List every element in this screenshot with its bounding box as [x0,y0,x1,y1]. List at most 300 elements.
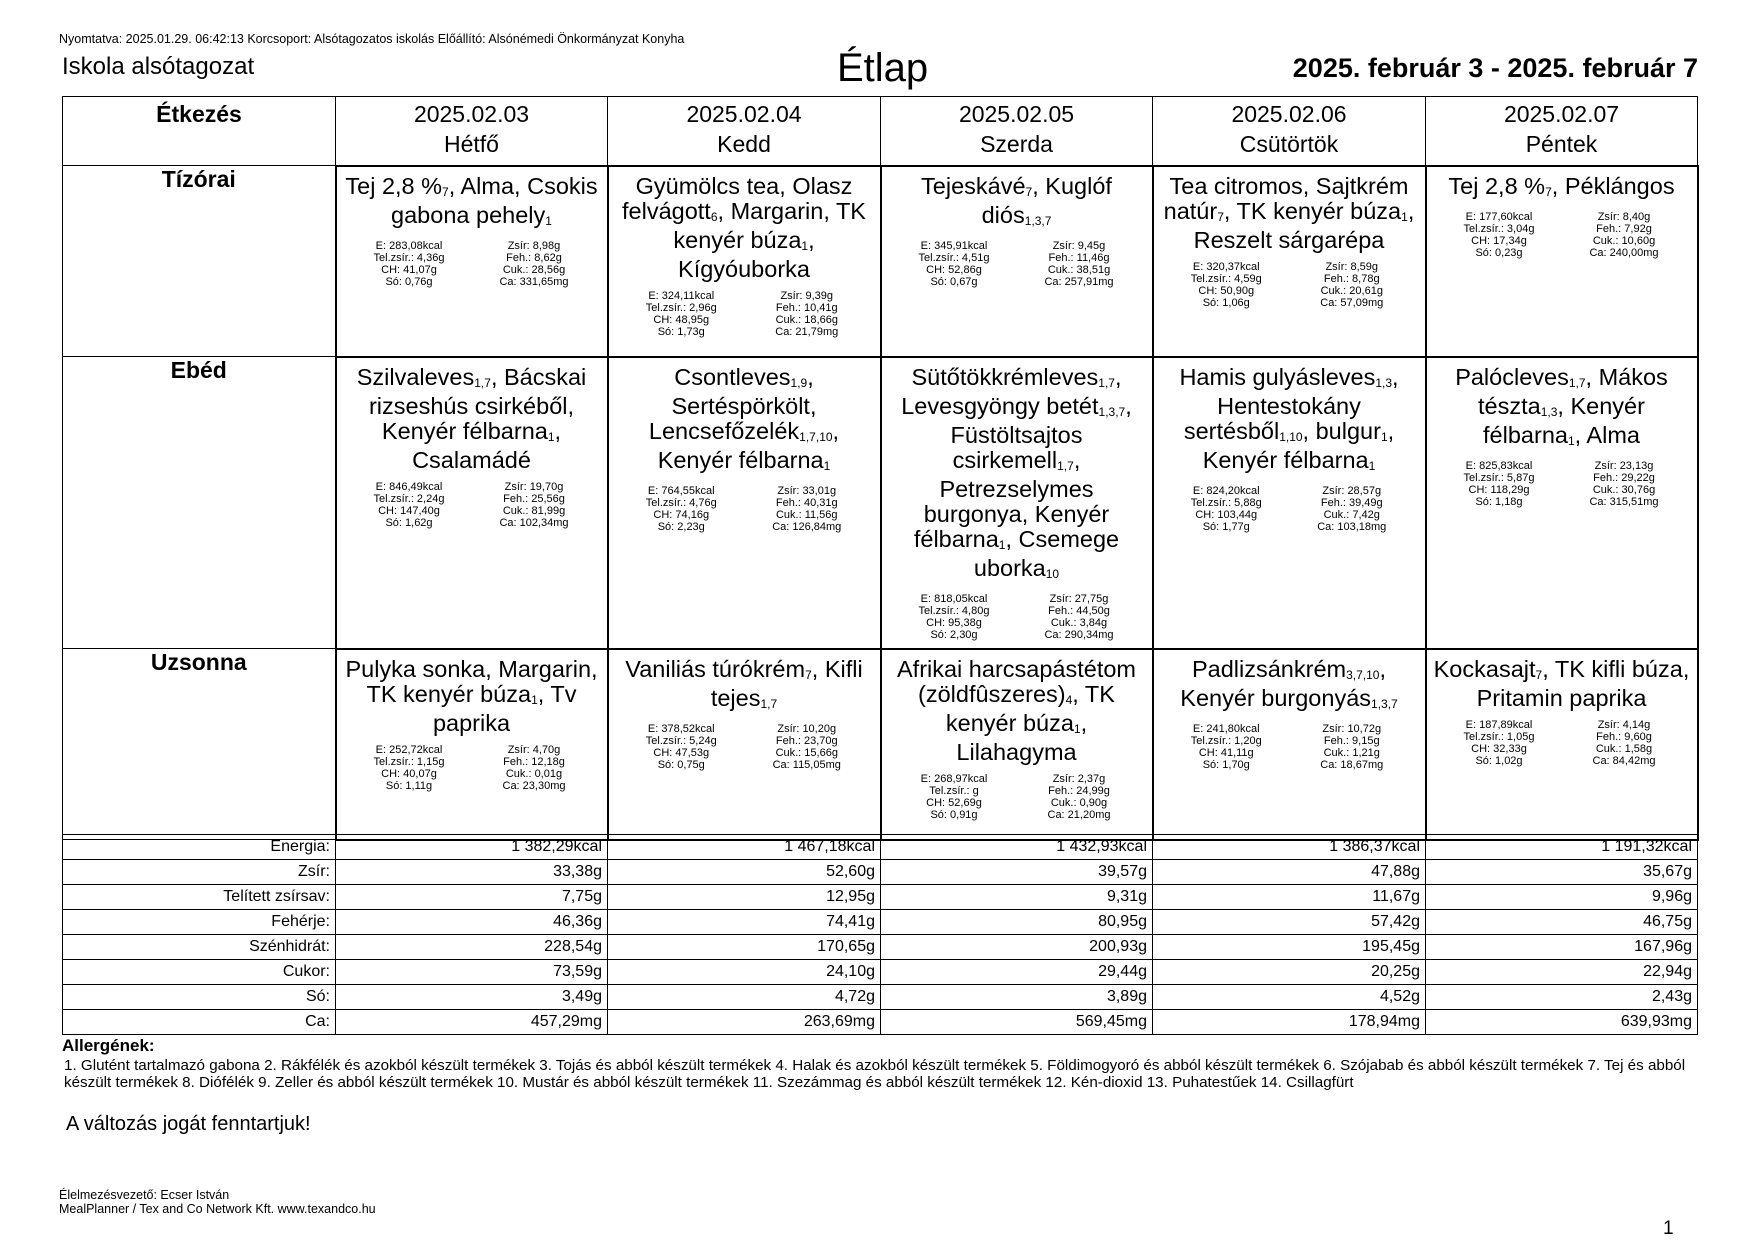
allergen-code: 1 [1567,433,1575,448]
nutrition-value: Tel.zsír.: 2,96g [645,301,717,314]
dish-name: , Reszelt sárgarépa [1193,197,1415,253]
nutrition-value: CH: 103,44g [1195,508,1258,521]
allergen-code: 1 [547,429,555,444]
dish-name: , Kenyér félbarna [1202,417,1395,473]
nutrition-info [609,290,880,338]
total-value: 2,43g [1426,985,1698,1010]
dish-name: , Alma, Csokis gabona pehely [391,172,598,228]
dish-text [1427,167,1697,203]
nutrition-info [1427,211,1697,259]
total-row [63,985,1698,1010]
allergen-code: 1,3,7 [1024,213,1052,228]
nutrition-value: Zsír: 19,70g [504,480,564,493]
nutrition-value: Feh.: 40,31g [775,496,838,509]
day-name: Hétfő [444,131,499,157]
nutrition-value: CH: 41,11g [1198,746,1254,759]
nutrition-value: E: 177,60kcal [1465,210,1533,223]
nutrition-value: Só: 1,70g [1202,758,1250,771]
nutrition-value: Tel.zsír.: 1,20g [1190,734,1262,747]
nutrition-value: Cuk.: 15,66g [775,746,838,759]
nutrition-value: CH: 147,40g [378,504,440,517]
nutrition-value: Ca: 23,30mg [502,779,566,792]
total-value: 1 386,37kcal [1153,835,1426,860]
allergen-code: 7 [805,667,812,682]
nutrition-value: CH: 48,95g [653,313,710,326]
nutrition-value: CH: 40,07g [381,767,437,780]
total-value: 73,59g [336,960,608,985]
nutrition-value: Feh.: 10,41g [775,301,838,314]
total-value: 228,54g [336,935,608,960]
nutrition-value: Zsír: 9,45g [1052,239,1106,252]
nutrition-value: Feh.: 7,92g [1596,222,1652,235]
change-notice: A változás jogát fenntartjuk! [66,1113,311,1135]
dish-name: , Csalamádé [412,417,562,473]
dish-text [337,650,607,736]
dish-name: , Alma [1574,421,1640,448]
nutrition-value: Feh.: 8,78g [1323,272,1380,285]
nutrition-value: Zsír: 9,39g [780,289,834,302]
total-value: 1 191,32kcal [1426,835,1698,860]
total-label: Telített zsírsav: [63,885,336,910]
dish-name: , TK kenyér búza [1223,197,1402,224]
nutrition-value: Só: 1,02g [1475,754,1523,767]
nutrition-value: Só: 0,76g [385,275,433,288]
nutrition-value: Ca: 102,34mg [499,516,569,529]
nutrition-value: Ca: 331,65mg [499,275,569,288]
nutrition-value: Zsír: 4,14g [1597,718,1651,731]
nutrition-value: CH: 41,07g [381,263,437,276]
nutrition-value: CH: 50,90g [1198,284,1255,297]
dish-text [609,358,880,477]
nutrition-value: E: 378,52kcal [647,722,715,735]
dish-name: , Kuglóf diós [981,172,1112,228]
total-value: 9,96g [1426,885,1698,910]
nutrition-value: Zsír: 10,72g [1322,722,1382,735]
nutrition-info [337,744,607,792]
meal-row [63,166,1698,357]
software-credit: MealPlanner / Tex and Co Network Kft. www.texandco.hu [59,1202,376,1216]
nutrition-value: CH: 32,33g [1471,742,1527,755]
total-value: 35,67g [1426,860,1698,885]
nutrition-value: Feh.: 29,22g [1593,471,1655,484]
catering-manager: Élelmezésvezető: Ecser István [59,1188,230,1202]
allergens-list: 1. Glutént tartalmazó gabona 2. Rákfélék és azokból készült termékek 3. Tojás és abból készült termékek 4. Halak és azokból készült termékek 5. Földimogyoró és abból készült termékek 6. Szójabab és abból készült termékek 7. Tej és abból készült termékek 8. Diófélék 9. Zeller és abból készült termékek 10. Mustár és abból készült termékek 11. Szezámmag és abból készült termékek 12. Kén-dioxid 13. Puhatestűek 14. Csillagfürt [64,1057,1686,1091]
dish-name: , Kenyér burgonyás [1180,655,1387,711]
day-name: Csütörtök [1239,131,1339,157]
dish-name: Palócleves [1455,363,1569,390]
allergen-code: 7 [1545,184,1552,199]
menu-cell [881,357,1153,649]
total-value: 457,29mg [336,1010,608,1035]
nutrition-info [1427,460,1697,508]
dish-text [1427,650,1697,711]
dish-name: , Kenyér félbarna [657,417,840,473]
nutrition-value: Só: 0,67g [930,275,978,288]
day-name: Kedd [717,131,771,157]
allergen-code: 1,3 [1375,375,1393,390]
menu-cell [1153,357,1426,649]
page-title: Étlap [837,46,929,90]
allergen-code: 1,10 [1279,429,1303,444]
day-header [1153,97,1426,166]
nutrition-value: CH: 118,29g [1468,483,1530,496]
nutrition-value: Cuk.: 28,56g [502,263,566,276]
allergen-code: 3,7,10 [1346,667,1380,682]
nutrition-value: Só: 1,73g [657,325,705,338]
nutrition-value: Zsír: 8,59g [1325,260,1379,273]
nutrition-value: E: 764,55kcal [647,484,715,497]
allergen-code: 1,3 [1540,404,1558,419]
dish-name: Tej 2,8 % [345,172,443,199]
dish-name: , Petrezselymes burgonya, Kenyér félbarna [913,446,1110,552]
nutrition-value: Só: 1,18g [1475,495,1523,508]
day-date: 2025.02.04 [686,101,802,127]
nutrition-value: CH: 52,86g [926,263,982,276]
dish-name: Kockasajt [1433,655,1536,682]
menu-cell [608,357,881,649]
total-row [63,860,1698,885]
allergen-code: 1 [1380,429,1388,444]
nutrition-value: Só: 1,62g [385,516,433,529]
menu-cell [1426,166,1698,357]
total-value: 167,96g [1426,935,1698,960]
nutrition-value: CH: 17,34g [1471,234,1527,247]
nutrition-info [609,485,880,533]
total-label: Cukor: [63,960,336,985]
dish-name: , Hentestokány sertésből [1183,363,1399,444]
menu-cell [1153,649,1426,840]
total-value: 569,45mg [881,1010,1153,1035]
total-value: 200,93g [881,935,1153,960]
dish-name: Szilvaleves [356,363,475,390]
nutrition-value: Zsír: 2,37g [1052,772,1106,785]
nutrition-value: Feh.: 24,99g [1048,784,1110,797]
allergens-heading: Allergének: [62,1036,155,1055]
menu-table [62,96,1699,841]
dish-name: , TK kenyér búza [945,680,1115,736]
allergen-code: 1 [545,213,552,228]
dish-text [337,358,607,473]
dish-name: Pulyka sonka, Margarin, TK kenyér búza [345,655,598,707]
nutrition-value: Feh.: 11,46g [1048,251,1110,264]
nutrition-value: Ca: 257,91mg [1044,275,1114,288]
nutrition-value: Feh.: 9,60g [1596,730,1652,743]
total-value: 22,94g [1426,960,1698,985]
nutrition-value: E: 825,83kcal [1465,459,1533,472]
nutrition-info [882,240,1152,288]
total-value: 39,57g [881,860,1153,885]
day-header [336,97,608,166]
dish-name: Padlizsánkrém [1191,655,1347,682]
total-value: 7,75g [336,885,608,910]
nutrition-value: Cuk.: 3,84g [1050,616,1108,629]
nutrition-value: Cuk.: 30,76g [1592,483,1656,496]
dish-name: Tea citromos, Sajtkrém natúr [1163,172,1409,224]
allergen-code: 1,7,10 [799,429,833,444]
total-value: 12,95g [608,885,881,910]
nutrition-value: Tel.zsír.: 4,59g [1190,272,1262,285]
nutrition-value: E: 324,11kcal [648,289,715,302]
nutrition-value: Zsír: 28,57g [1322,484,1382,497]
dish-text [1154,358,1425,477]
day-header [608,97,881,166]
total-value: 263,69mg [608,1010,881,1035]
allergen-code: 1,7 [1057,458,1074,473]
dish-text [1154,167,1425,253]
nutrition-value: Zsír: 10,20g [777,722,837,735]
allergen-code: 7 [1535,667,1543,682]
allergen-code: 1,3,7 [1371,696,1398,711]
nutrition-value: Feh.: 23,70g [775,734,838,747]
nutrition-value: E: 252,72kcal [375,743,443,756]
nutrition-value: Cuk.: 1,58g [1595,742,1653,755]
nutrition-value: Cuk.: 0,90g [1050,796,1108,809]
menu-cell [336,166,608,357]
school-name: Iskola alsótagozat [62,53,255,80]
total-value: 3,89g [881,985,1153,1010]
nutrition-value: Feh.: 9,15g [1323,734,1380,747]
nutrition-value: CH: 52,69g [926,796,982,809]
dish-name: Tej 2,8 % [1448,172,1546,199]
nutrition-value: Ca: 57,09mg [1320,296,1384,309]
total-value: 4,52g [1153,985,1426,1010]
total-value: 20,25g [1153,960,1426,985]
total-label: Energia: [63,835,336,860]
nutrition-value: Cuk.: 0,01g [505,767,563,780]
nutrition-value: E: 241,80kcal [1192,722,1260,735]
allergen-code: 7 [1025,184,1033,199]
dish-text [882,650,1152,765]
meal-name: Uzsonna [63,649,336,840]
nutrition-value: Ca: 290,34mg [1044,628,1114,641]
total-value: 195,45g [1153,935,1426,960]
menu-cell [1153,166,1426,357]
dish-name: Hamis gulyásleves [1179,363,1376,390]
allergen-code: 1 [1401,209,1408,224]
total-row [63,935,1698,960]
nutrition-value: Só: 2,23g [657,520,705,533]
dish-name: , Csemege uborka [973,525,1120,581]
nutrition-value: Só: 2,30g [930,628,978,641]
nutrition-value: Tel.zsír.: 4,76g [645,496,717,509]
nutrition-value: Feh.: 12,18g [503,755,565,768]
date-range: 2025. február 3 - 2025. február 7 [1292,53,1698,83]
nutrition-info [1427,719,1697,767]
nutrition-value: Tel.zsír.: 4,51g [918,251,990,264]
dish-name: Vaniliás túrókrém [625,655,806,682]
allergen-code: 1 [823,458,831,473]
nutrition-value: Tel.zsír.: 1,15g [373,755,445,768]
dish-name: Tejeskávé [921,172,1026,199]
nutrition-info [882,593,1152,641]
nutrition-value: Cuk.: 18,66g [775,313,838,326]
dish-text [609,650,880,715]
nutrition-info [1154,723,1425,771]
dish-name: , Füstöltsajtos csirkemell [950,392,1132,473]
total-value: 46,75g [1426,910,1698,935]
total-value: 74,41g [608,910,881,935]
total-value: 47,88g [1153,860,1426,885]
allergen-code: 6 [710,209,718,224]
nutrition-value: Feh.: 8,62g [506,251,562,264]
menu-cell [336,649,608,840]
day-date: 2025.02.03 [413,101,530,127]
nutrition-value: Tel.zsír.: 5,24g [645,734,717,747]
dish-name: Afrikai harcsapástétom (zöldfûszeres) [896,655,1137,707]
total-value: 1 382,29kcal [336,835,608,860]
nutrition-value: Tel.zsír.: 4,36g [373,251,445,264]
page-number: 1 [1663,1218,1674,1239]
allergen-code: 1,9 [790,375,808,390]
allergen-code: 4 [1065,692,1073,707]
menu-cell [608,166,881,357]
nutrition-value: Cuk.: 11,56g [775,508,838,521]
nutrition-value: Tel.zsír.: 5,87g [1463,471,1535,484]
total-label: Zsír: [63,860,336,885]
menu-cell [1426,649,1698,840]
dish-name: , Péklángos [1551,172,1675,199]
menu-cell [608,649,881,840]
nutrition-info [1154,261,1425,309]
nutrition-value: Ca: 103,18mg [1317,520,1387,533]
dish-name: , Kenyér félbarna [1483,392,1645,448]
day-header [881,97,1153,166]
dish-text [337,167,607,232]
total-row [63,910,1698,935]
nutrition-value: CH: 47,53g [653,746,710,759]
dish-name: , Bácskai rizseshús csirkéből, Kenyér félbarna [368,363,587,444]
nutrition-value: Só: 0,91g [930,808,978,821]
total-row [63,960,1698,985]
total-label: Fehérje: [63,910,336,935]
nutrition-value: Zsír: 33,01g [777,484,837,497]
dish-name: , Mákos tészta [1478,363,1668,419]
nutrition-value: E: 818,05kcal [920,592,988,605]
nutrition-value: Cuk.: 20,61g [1320,284,1383,297]
nutrition-value: E: 283,08kcal [375,239,443,252]
nutrition-value: Tel.zsír.: 2,24g [373,492,445,505]
dish-text [882,167,1152,232]
total-value: 80,95g [881,910,1153,935]
total-value: 24,10g [608,960,881,985]
nutrition-value: Cuk.: 81,99g [502,504,566,517]
nutrition-value: Zsír: 8,40g [1597,210,1651,223]
total-row [63,1010,1698,1035]
dish-text [1427,358,1697,452]
total-value: 46,36g [336,910,608,935]
nutrition-value: Tel.zsír.: 5,88g [1190,496,1262,509]
allergen-code: 1 [531,692,538,707]
day-name: Péntek [1525,131,1598,157]
nutrition-value: Feh.: 39,49g [1320,496,1383,509]
total-value: 4,72g [608,985,881,1010]
nutrition-value: Tel.zsír.: g [929,784,979,797]
allergen-code: 1 [801,238,809,253]
dish-name: , Lilahagyma [956,709,1088,765]
total-value: 11,67g [1153,885,1426,910]
allergen-code: 1,7 [1098,375,1115,390]
allergen-code: 1,3,7 [1098,404,1126,419]
nutrition-value: E: 824,20kcal [1192,484,1260,497]
nutrition-value: CH: 95,38g [926,616,982,629]
total-label: Só: [63,985,336,1010]
nutrition-value: Cuk.: 1,21g [1323,746,1380,759]
nutrition-value: Ca: 240,00mg [1589,246,1659,259]
meal-column-header: Étkezés [63,97,336,166]
allergen-code: 1,7 [474,375,491,390]
allergen-code: 7 [1217,209,1224,224]
dish-name: , bulgur [1302,417,1381,444]
nutrition-value: Tel.zsír.: 3,04g [1463,222,1535,235]
nutrition-value: Tel.zsír.: 1,05g [1463,730,1535,743]
total-label: Ca: [63,1010,336,1035]
dish-name: Sütőtökkrémleves [911,363,1099,390]
day-header [1426,97,1698,166]
total-value: 1 432,93kcal [881,835,1153,860]
meal-row [63,357,1698,649]
nutrition-value: Ca: 84,42mg [1592,754,1656,767]
daily-totals-table [62,834,1698,1035]
total-value: 170,65g [608,935,881,960]
nutrition-info [1154,485,1425,533]
nutrition-value: Só: 0,75g [657,758,705,771]
nutrition-value: Cuk.: 38,51g [1047,263,1111,276]
dish-text [882,358,1152,585]
nutrition-info [337,481,607,529]
nutrition-info [882,773,1152,821]
menu-cell [881,166,1153,357]
total-row [63,885,1698,910]
nutrition-value: CH: 74,16g [653,508,710,521]
dish-name: , Kígyóuborka [678,226,815,282]
allergen-code: 1 [998,537,1006,552]
nutrition-value: E: 345,91kcal [920,239,988,252]
total-value: 9,31g [881,885,1153,910]
meal-name: Tízórai [63,166,336,357]
nutrition-value: Zsír: 27,75g [1049,592,1109,605]
nutrition-value: Cuk.: 10,60g [1592,234,1656,247]
total-value: 33,38g [336,860,608,885]
nutrition-value: Zsír: 23,13g [1594,459,1654,472]
nutrition-value: E: 187,89kcal [1465,718,1533,731]
nutrition-value: Zsír: 8,98g [507,239,561,252]
nutrition-value: E: 268,97kcal [920,772,988,785]
nutrition-value: Tel.zsír.: 4,80g [918,604,990,617]
dish-name: , Levesgyöngy betét [901,363,1122,419]
nutrition-value: Ca: 126,84mg [772,520,842,533]
nutrition-value: E: 320,37kcal [1192,260,1260,273]
allergen-code: 1 [1368,458,1376,473]
day-header-row [63,97,1698,166]
day-date: 2025.02.07 [1503,101,1620,127]
nutrition-value: Cuk.: 7,42g [1323,508,1380,521]
nutrition-info [609,723,880,771]
day-date: 2025.02.05 [958,101,1075,127]
dish-name: , Tv paprika [432,680,577,736]
nutrition-value: Ca: 21,79mg [775,325,839,338]
print-info: Nyomtatva: 2025.01.29. 06:42:13 Korcsoport: Alsótagozatos iskolás Előállító: Alsónémedi Önkormányzat Konyha [59,32,685,46]
nutrition-value: Ca: 21,20mg [1047,808,1111,821]
meal-row [63,649,1698,840]
nutrition-value: Feh.: 25,56g [503,492,565,505]
dish-name: , TK kifli búza, Pritamin paprika [1476,655,1690,711]
nutrition-value: Só: 1,06g [1202,296,1250,309]
nutrition-value: Zsír: 4,70g [507,743,561,756]
dish-text [1154,650,1425,715]
nutrition-info [337,240,607,288]
menu-cell [881,649,1153,840]
total-value: 3,49g [336,985,608,1010]
